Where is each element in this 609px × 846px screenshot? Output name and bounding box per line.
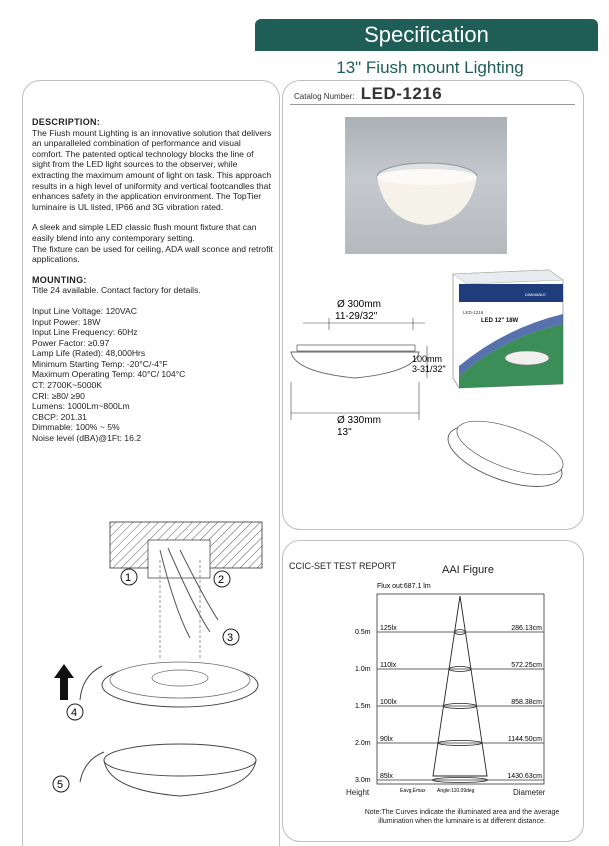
spec-item: Lamp Life (Rated): 48,000Hrs	[32, 348, 146, 359]
eavg-label: Eavg,Emax	[400, 788, 426, 794]
box-tag: DIMMABLE	[525, 292, 546, 297]
fixture-perspective-sketch	[440, 418, 570, 498]
mounting-text: Title 24 available. Contact factory for details.	[32, 285, 201, 296]
height-in: 3-31/32"	[412, 364, 446, 374]
fixture-photo-graphic	[345, 117, 507, 254]
report-note: Note:The Curves indicate the illuminated area and the average illumination when the luminaire is at different distance.	[364, 809, 560, 825]
diameter-axis-label: Diameter	[513, 788, 546, 797]
top-diameter-in: 11-29/32"	[335, 311, 378, 322]
aai-figure-title: AAI Figure	[442, 564, 494, 576]
description-paragraph-1: The Fiush mount Lighting is an innovative solution that delivers an unparalleled combination of performance and visual comfort. The patented optical technology blocks the line of sight from the LED light sources to the observer, while extracting the maximum amount of light on task. This approach results in a high level of uniformity and vertical footcandles that enhances safety in the application environment. The TopTier luminaire is UL listed, IP66 and 3G vibration rated.	[32, 127, 272, 212]
flux-label: Flux out:687.1 lm	[377, 583, 431, 590]
product-photo	[345, 117, 507, 254]
bottom-diameter-in: 13"	[337, 427, 352, 438]
description-section	[32, 117, 274, 444]
spec-item: Lumens: 1000Lm~800Lm	[32, 401, 130, 412]
aai-height-label: 1.5m	[355, 703, 371, 710]
top-diameter-mm: Ø 300mm	[337, 299, 381, 310]
aai-diameter-label: 572.25cm	[511, 662, 542, 669]
spec-item: Input Line Frequency: 60Hz	[32, 327, 138, 338]
report-title: CCIC-SET TEST REPORT	[289, 561, 397, 571]
bottom-diameter-mm: Ø 330mm	[337, 415, 381, 426]
catalog-label: Catalog Number:	[294, 92, 355, 101]
dimension-drawing	[285, 296, 445, 436]
aai-height-label: 0.5m	[355, 629, 371, 636]
aai-diameter-label: 1144.50cm	[507, 736, 542, 743]
mounting-heading: MOUNTING:	[32, 274, 87, 285]
spec-item: Minimum Starting Temp: -20°C/-4°F	[32, 358, 168, 369]
spec-item: Noise level (dBA)@1Ft: 16.2	[32, 433, 142, 444]
catalog-underline	[290, 104, 575, 105]
description-paragraph-3: The fixture can be used for ceiling, ADA wall sconce and retrofit applications.	[32, 243, 273, 265]
box-model: LED-1216	[463, 310, 484, 315]
aai-height-label: 2.0m	[355, 740, 371, 747]
description-heading: DESCRIPTION:	[32, 117, 101, 127]
aai-height-label: 1.0m	[355, 666, 371, 673]
catalog-value: LED-1216	[360, 84, 443, 103]
aai-lux-label: 125lx	[380, 625, 397, 632]
step-2-label: 2	[218, 574, 225, 586]
spec-item: Power Factor: ≥0.97	[32, 337, 110, 348]
aai-diameter-label: 1430.63cm	[507, 773, 542, 780]
step-5-label: 5	[57, 779, 64, 791]
spec-item: CRI: ≥80/ ≥90	[32, 390, 85, 401]
aai-height-label: 3.0m	[355, 777, 371, 784]
box-name: LED 12" 18W	[481, 318, 519, 324]
spec-item: Input Line Voltage: 120VAC	[32, 305, 137, 316]
installation-diagram	[50, 520, 280, 820]
up-arrow-icon	[54, 664, 74, 700]
aai-diameter-label: 286.13cm	[511, 625, 542, 632]
aai-lux-label: 85lx	[380, 773, 393, 780]
step-4-label: 4	[71, 707, 78, 719]
spec-item: CBCP: 201.31	[32, 411, 87, 422]
step-3-label: 3	[227, 632, 234, 644]
spec-list	[32, 306, 274, 444]
height-mm: 100mm	[412, 354, 443, 364]
specification-banner: Specification	[255, 19, 598, 51]
product-subtitle: 13" Fiush mount Lighting	[336, 58, 524, 77]
product-box-illustration	[445, 266, 565, 391]
aai-figure-chart	[355, 580, 555, 800]
angle-label: Angle:110.09deg	[437, 788, 475, 794]
spec-item: Dimmable: 100% ~ 5%	[32, 422, 120, 433]
spec-item: CT: 2700K~5000K	[32, 380, 102, 391]
spec-item: Maximum Operating Temp: 40°C/ 104°C	[32, 369, 186, 380]
aai-lux-label: 90lx	[380, 736, 393, 743]
step-1-label: 1	[125, 572, 132, 584]
aai-lux-label: 100lx	[380, 699, 397, 706]
aai-diameter-label: 858.38cm	[511, 699, 542, 706]
spec-item: Input Power: 18W	[32, 316, 101, 327]
catalog-number	[294, 84, 442, 104]
description-paragraph-2: A sleek and simple LED classic flush mount fixture that can easily blend into any contemporary setting.	[32, 222, 257, 243]
aai-lux-label: 110lx	[380, 662, 397, 669]
height-axis-label: Height	[346, 788, 370, 797]
